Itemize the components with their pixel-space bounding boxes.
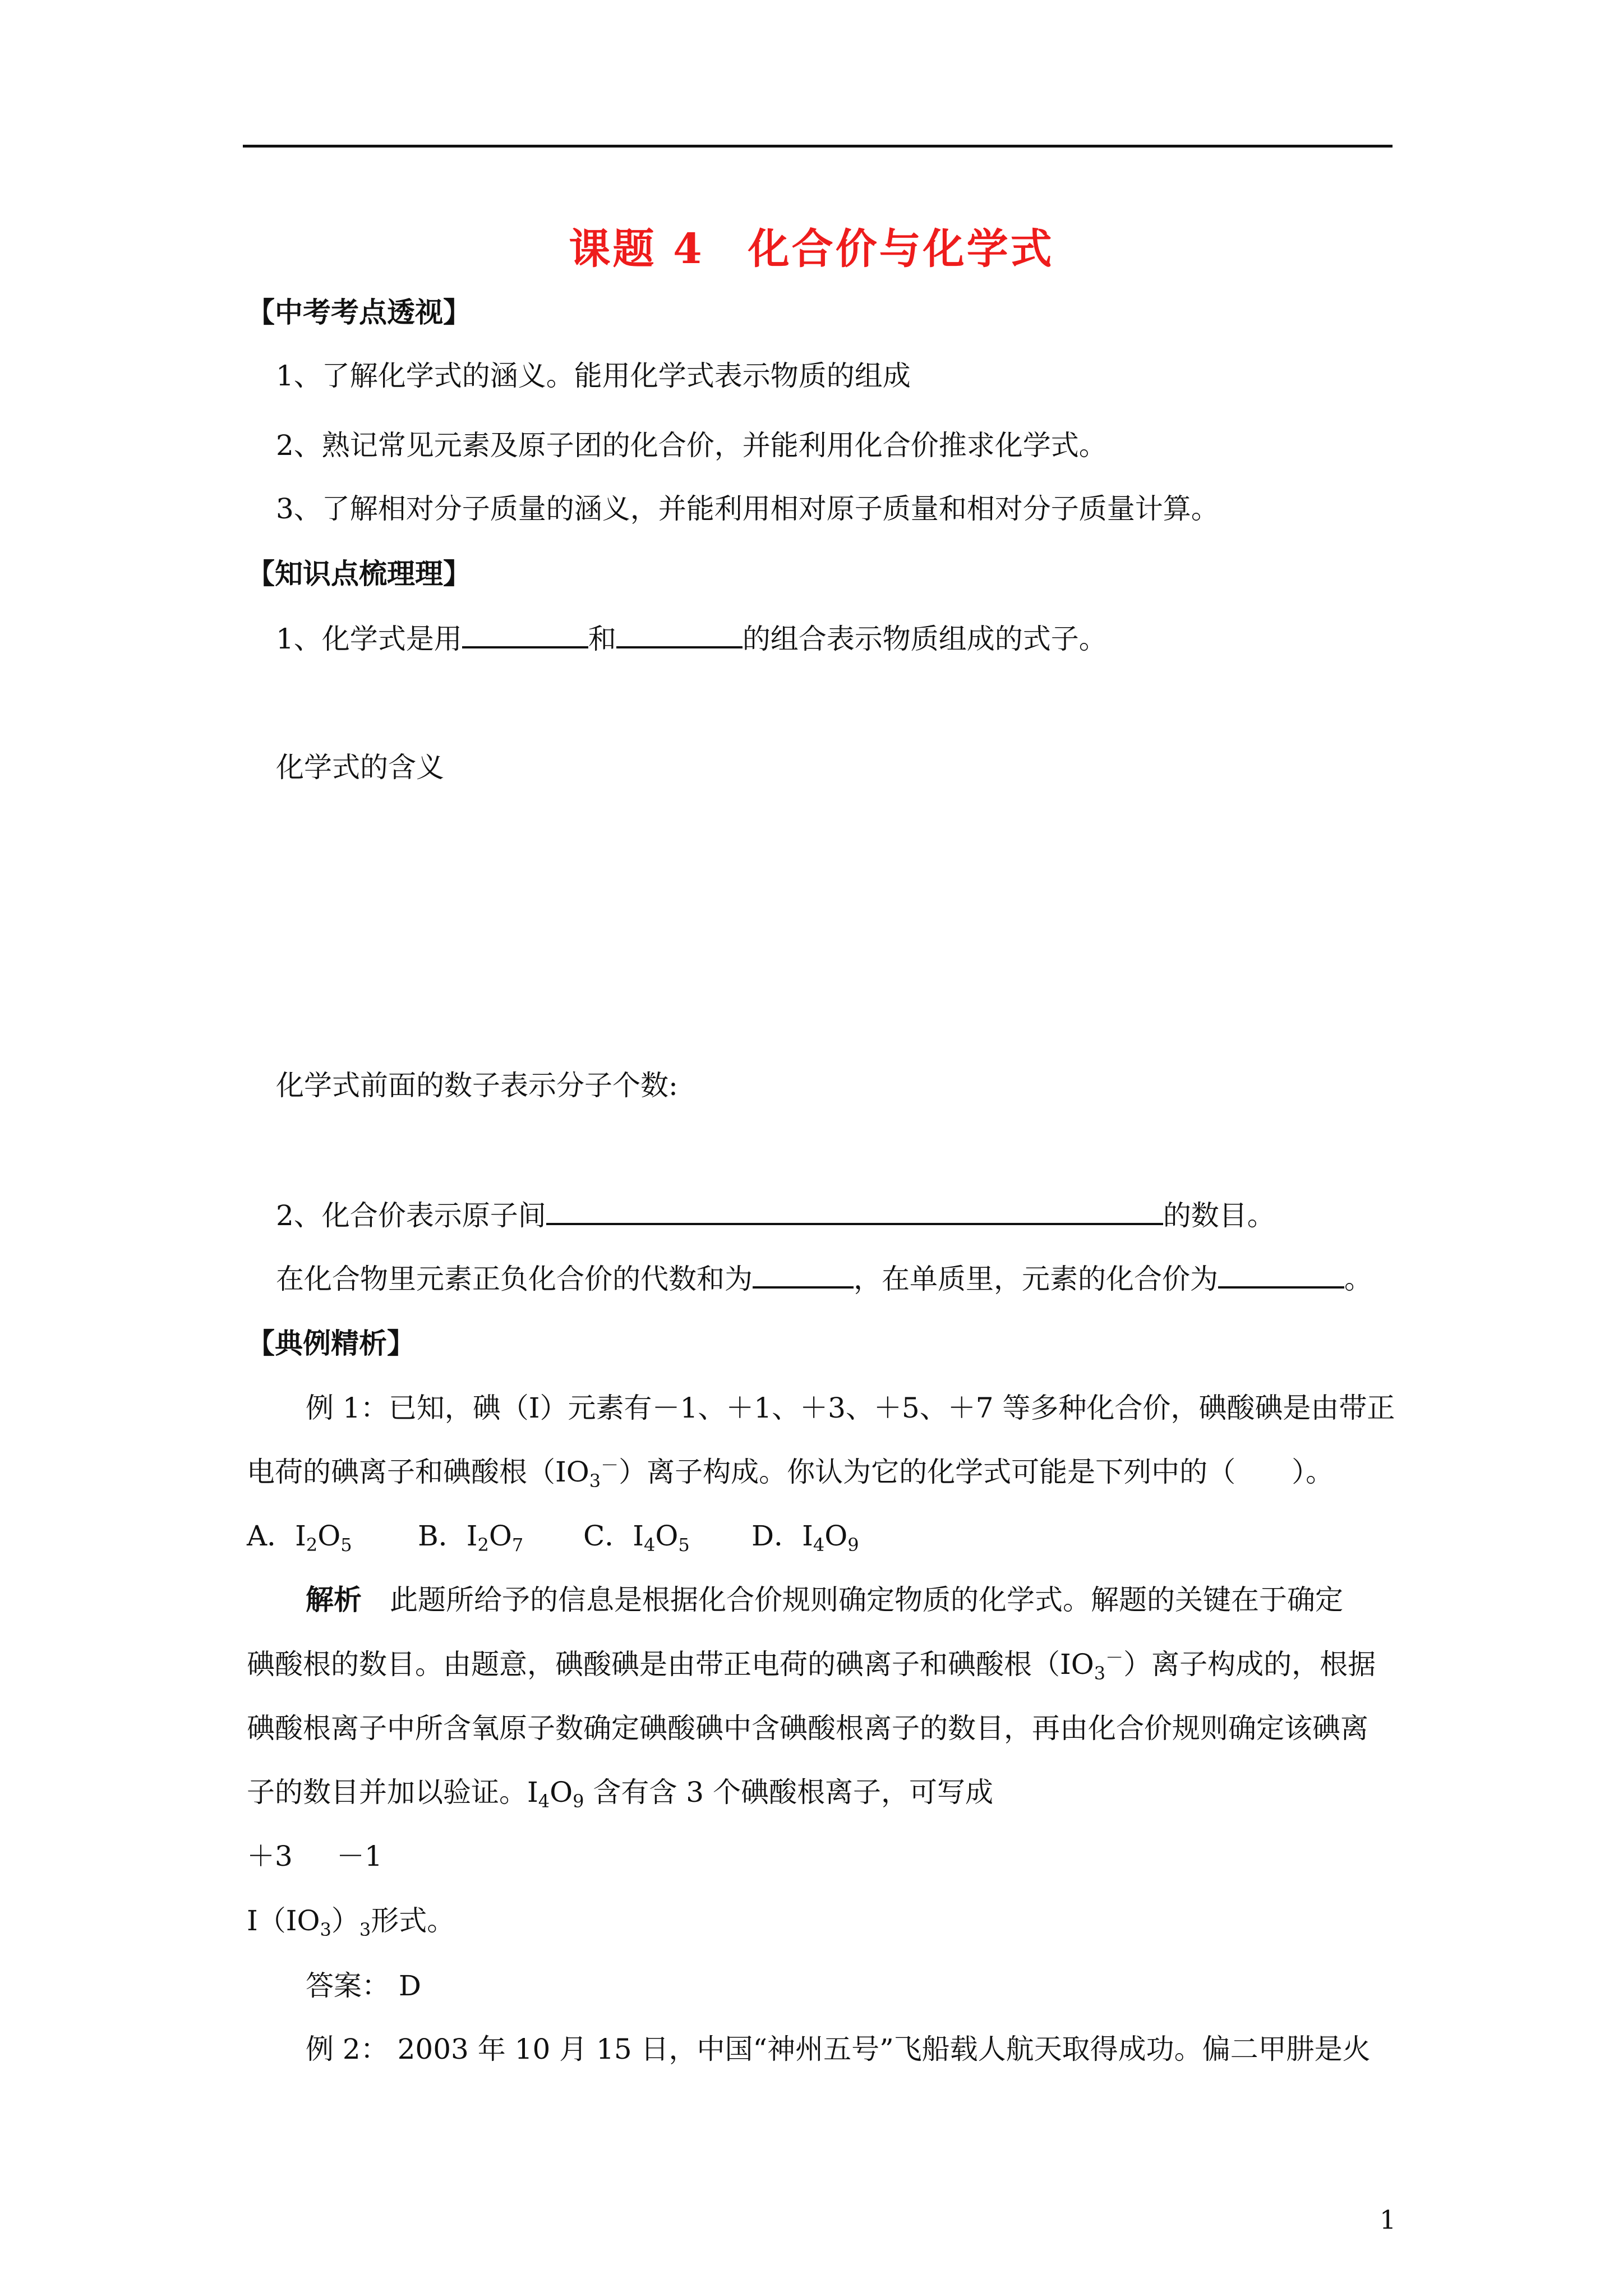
option-c bbox=[583, 1519, 690, 1556]
valence-minus-1: －1 bbox=[336, 1840, 382, 1872]
fill-blank[interactable] bbox=[616, 622, 743, 648]
superscript: － bbox=[601, 1455, 619, 1476]
text: O bbox=[550, 1776, 573, 1809]
text: O bbox=[655, 1520, 679, 1552]
text: 2、化合价表示原子间 bbox=[276, 1199, 546, 1232]
subscript: 5 bbox=[340, 1534, 352, 1556]
subscript: 2 bbox=[306, 1534, 318, 1556]
text: 的数目。 bbox=[1163, 1199, 1275, 1232]
analysis-label: 解析 bbox=[306, 1583, 362, 1616]
text: 此题所给予的信息是根据化合价规则确定物质的化学式。解题的关键在于确定 bbox=[390, 1584, 1343, 1616]
kaodian-item-2: 2、熟记常见元素及原子团的化合价，并能利用化合价推求化学式。 bbox=[276, 429, 1107, 462]
subscript: 3 bbox=[320, 1919, 331, 1940]
formula-line bbox=[247, 1904, 455, 1938]
option-a bbox=[247, 1519, 352, 1556]
text: D．I bbox=[751, 1520, 813, 1552]
text: I（IO bbox=[247, 1904, 320, 1937]
text: O bbox=[824, 1520, 848, 1552]
valence-plus-3: ＋3 bbox=[247, 1840, 293, 1872]
text: C．I bbox=[583, 1520, 644, 1552]
subscript: 3 bbox=[1094, 1663, 1106, 1684]
analysis-line-4 bbox=[247, 1775, 993, 1812]
formula-meaning-label: 化学式的含义 bbox=[276, 751, 444, 784]
analysis-line-3: 碘酸根离子中所含氧原子数确定碘酸碘中含碘酸根离子的数目，再由化合价规则确定该碘离 bbox=[247, 1712, 1368, 1745]
text: 子的数目并加以验证。I bbox=[247, 1776, 538, 1809]
text: 电荷的碘离子和碘酸根（IO bbox=[247, 1456, 589, 1488]
subscript: 9 bbox=[847, 1534, 859, 1556]
example-1-line-2 bbox=[247, 1455, 1334, 1492]
text: 。 bbox=[1344, 1263, 1372, 1295]
text: ）离子构成的，根据 bbox=[1123, 1648, 1376, 1681]
text: 在化合物里元素正负化合价的代数和为 bbox=[276, 1263, 753, 1295]
section-heading-kaodian: 【中考考点透视】 bbox=[247, 296, 471, 329]
knowledge-line-3 bbox=[276, 1262, 1372, 1296]
subscript: 4 bbox=[538, 1791, 550, 1812]
subscript: 3 bbox=[589, 1470, 601, 1492]
text: B．I bbox=[418, 1520, 478, 1552]
subscript: 4 bbox=[813, 1534, 825, 1556]
page-title: 课题 4 化合价与化学式 bbox=[569, 225, 1054, 273]
fill-blank[interactable] bbox=[462, 622, 588, 648]
text: ） bbox=[331, 1904, 359, 1937]
fill-blank[interactable] bbox=[753, 1262, 854, 1289]
section-heading-dianli: 【典例精析】 bbox=[247, 1327, 415, 1360]
analysis-line-2 bbox=[247, 1647, 1376, 1684]
text: 形式。 bbox=[371, 1904, 455, 1937]
text: 和 bbox=[588, 623, 616, 655]
analysis-line-1 bbox=[306, 1583, 1343, 1617]
text: A．I bbox=[247, 1520, 306, 1552]
option-b bbox=[418, 1519, 524, 1556]
subscript: 2 bbox=[477, 1534, 489, 1556]
example-1-line-1: 例 1：已知，碘（I）元素有－1、＋1、＋3、＋5、＋7 等多种化合价，碘酸碘是由带正 bbox=[306, 1392, 1395, 1424]
kaodian-item-3: 3、了解相对分子质量的涵义，并能利用相对原子质量和相对分子质量计算。 bbox=[276, 493, 1219, 525]
section-heading-zhishi: 【知识点梳理理】 bbox=[247, 557, 471, 590]
text: 1、化学式是用 bbox=[276, 623, 462, 655]
subscript: 4 bbox=[644, 1534, 656, 1556]
text: 含有含 3 个碘酸根离子，可写成 bbox=[584, 1776, 993, 1809]
subscript: 9 bbox=[573, 1791, 584, 1812]
text: O bbox=[488, 1520, 512, 1552]
subscript: 3 bbox=[359, 1919, 371, 1940]
text: ，在单质里，元素的化合价为 bbox=[854, 1263, 1218, 1295]
coefficient-meaning-label: 化学式前面的数子表示分子个数: bbox=[276, 1069, 678, 1102]
subscript: 5 bbox=[678, 1534, 690, 1556]
subscript: 7 bbox=[511, 1534, 524, 1556]
knowledge-line-2 bbox=[276, 1198, 1275, 1232]
text: 碘酸根的数目。由题意，碘酸碘是由带正电荷的碘离子和碘酸根（IO bbox=[247, 1648, 1094, 1681]
text: ）离子构成。你认为它的化学式可能是下列中的（ ）。 bbox=[619, 1456, 1334, 1488]
page-number: 1 bbox=[1380, 2205, 1396, 2235]
example-2-line-1: 例 2： 2003 年 10 月 15 日，中国“神州五号”飞船载人航天取得成功。偏二甲肼是火 bbox=[306, 2033, 1371, 2065]
fill-blank[interactable] bbox=[1218, 1262, 1344, 1289]
fill-blank[interactable] bbox=[546, 1198, 1163, 1225]
text: O bbox=[317, 1520, 341, 1552]
answer-line: 答案： D bbox=[306, 1970, 421, 2002]
superscript: － bbox=[1105, 1647, 1124, 1668]
knowledge-line-1 bbox=[276, 622, 1107, 656]
option-d bbox=[751, 1519, 859, 1556]
text: 的组合表示物质组成的式子。 bbox=[742, 623, 1107, 655]
kaodian-item-1: 1、了解化学式的涵义。能用化学式表示物质的组成 bbox=[276, 360, 911, 392]
header-rule bbox=[243, 145, 1393, 148]
